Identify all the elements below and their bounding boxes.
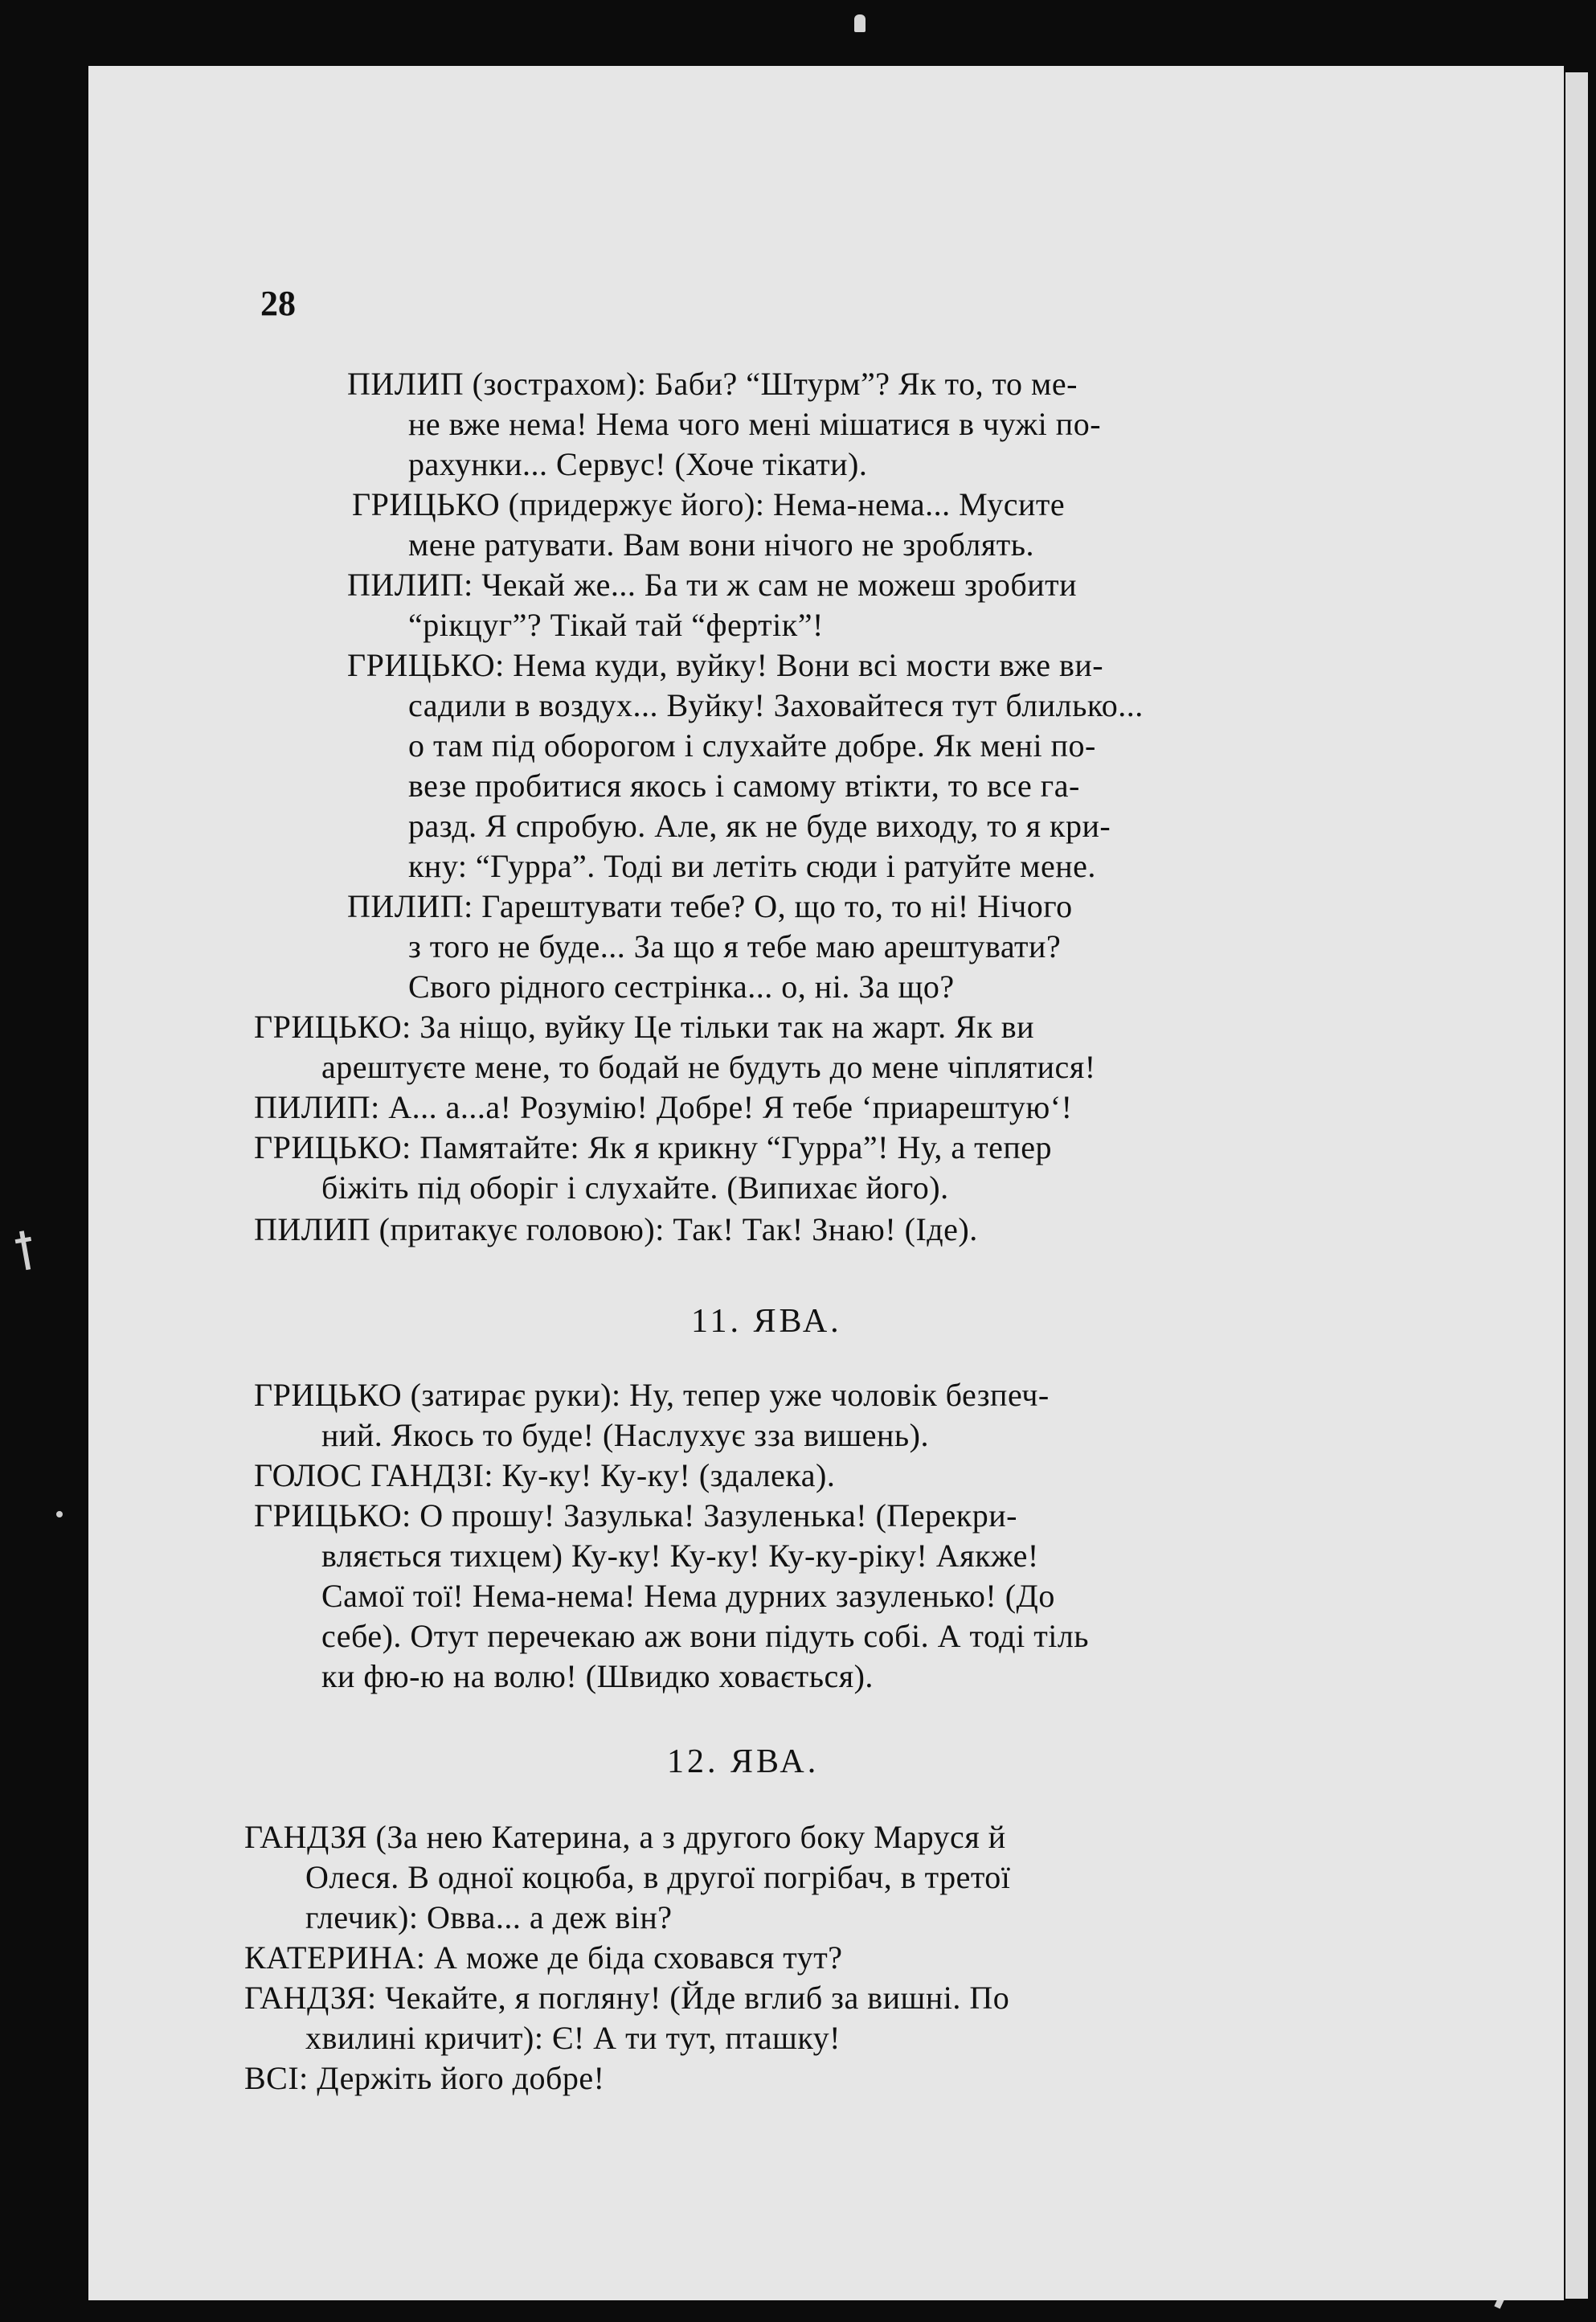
scan-artifact-left: ꝉ [9,1222,42,1284]
text-line: себе). Отут перечекаю аж вони підуть собі. А тоді тіль [321,1618,1090,1654]
text-line: везе пробитися якось і самому втікти, то все га- [408,768,1080,804]
text-line: ПИЛИП: Чекай же... Ба ти ж сам не можеш зробити [347,567,1078,603]
text-line: ГРИЦЬКО: Нема куди, вуйку! Вони всі мости вже ви- [347,647,1104,683]
book-page [88,66,1564,2300]
text-line: ГОЛОС ГАНДЗІ: Ку-ку! Ку-ку! (здалека). [254,1457,836,1493]
text-line: вляється тихцем) Ку-ку! Ку-ку! Ку-ку-ріку! Аякже! [321,1538,1039,1574]
text-line: ПИЛИП: Гарештувати тебе? О, що то, то ні! Нічого [347,888,1073,924]
text-line: біжіть під оборіг і слухайте. (Випихає його). [321,1169,949,1206]
text-line: глечик): Овва... а деж він? [305,1899,673,1935]
page-number: 28 [260,284,296,323]
text-line: ПИЛИП (притакує головою): Так! Так! Знаю! (Іде). [254,1211,978,1247]
text-line: садили в воздух... Вуйку! Заховайтеся тут блилько... [408,687,1144,723]
text-line: Олеся. В одної коцюба, в другої погрібач, в третої [305,1859,1011,1895]
text-line: ки фю-ю на волю! (Швидко ховається). [321,1658,874,1694]
text-line: разд. Я спробую. Але, як не буде виходу, то я кри- [408,808,1111,844]
text-line: ГАНДЗЯ: Чекайте, я погляну! (Йде вглиб за вишні. По [244,1980,1010,2016]
text-line: ПИЛИП: А... а...а! Розумію! Добре! Я тебе ‘приарештую‘! [254,1089,1073,1125]
text-line: КАТЕРИНА: А може де біда сховався тут? [244,1939,843,1976]
text-line: “рікцуг”? Тікай тай “фертік”! [408,607,824,643]
text-line: арештуєте мене, то бодай не будуть до мене чіплятися! [321,1049,1096,1085]
text-line: кну: “Гурра”. Тоді ви летіть сюди і ратуйте мене. [408,848,1096,884]
text-line: ГРИЦЬКО (затирає руки): Ну, тепер уже чоловік безпеч- [254,1377,1050,1413]
text-line: ГРИЦЬКО: Памятайте: Як я крикну “Гурра”! Ну, а тепер [254,1129,1053,1165]
text-line: з того не буде... За що я тебе маю арештувати? [408,928,1062,964]
text-line: ний. Якось то буде! (Наслухує зза вишень). [321,1417,929,1453]
text-line: хвилині кричит): Є! А ти тут, пташку! [305,2020,841,2056]
text-line: ВСІ: Держіть його добре! [244,2060,605,2096]
text-line: ГАНДЗЯ (За нею Катерина, а з другого боку Маруся й [244,1819,1006,1855]
text-line: рахунки... Сервус! (Хоче тікати). [408,446,868,482]
page-text [88,66,1564,2300]
scene-heading: 12. ЯВА. [667,1743,820,1780]
text-line: мене ратувати. Вам вони нічого не зроблять. [408,526,1034,563]
text-line: Самої тої! Нема-нема! Нема дурних зазуленько! (До [321,1578,1055,1614]
adjacent-page-edge [1565,72,1588,2299]
text-line: ГРИЦЬКО: О прошу! Зазулька! Зазуленька! (Перекри- [254,1497,1017,1534]
scan-artifact-dot [56,1511,63,1517]
scan-artifact-top [854,14,866,32]
text-line: не вже нема! Нема чого мені мішатися в чужі по- [408,406,1102,442]
text-line: Свого рідного сестрінка... о, ні. За що? [408,969,955,1005]
text-line: ПИЛИП (зострахом): Баби? “Штурм”? Як то, то ме- [347,366,1078,402]
scene-heading: 11. ЯВА. [691,1303,842,1340]
text-line: ГРИЦЬКО (придержує його): Нема-нема... Мусите [352,486,1066,522]
text-line: ГРИЦЬКО: За ніщо, вуйку Це тільки так на жарт. Як ви [254,1009,1035,1045]
text-line: о там під оборогом і слухайте добре. Як мені по- [408,727,1096,764]
